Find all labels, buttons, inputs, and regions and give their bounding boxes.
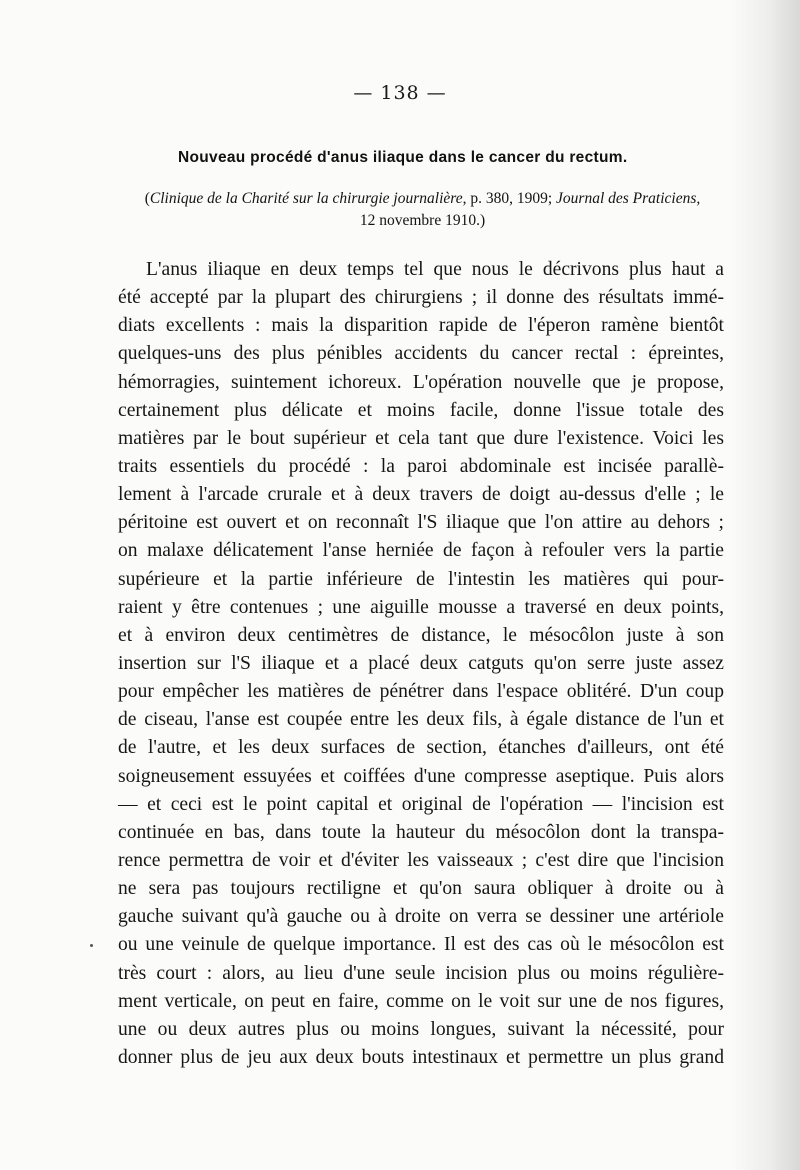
body-line: péritoine est ouvert et on reconnaît l'S iliaque que l'on attire au dehors ; xyxy=(118,512,724,534)
body-line: pour empêcher les matières de pénétrer dans l'espace oblitéré. D'un coup xyxy=(118,681,724,703)
body-line: matières par le bout supérieur et cela tant que dure l'existence. Voici les xyxy=(118,427,724,449)
body-line: et à environ deux centimètres de distance, le mésocôlon juste à son xyxy=(118,624,724,646)
body-line: on malaxe délicatement l'anse herniée de façon à refouler vers la partie xyxy=(118,540,724,562)
body-line: diats excellents : mais la disparition rapide de l'éperon ramène bientôt xyxy=(118,315,724,337)
body-line: continuée en bas, dans toute la hauteur du mésocôlon dont la transpa- xyxy=(118,821,724,843)
body-line: raient y être contenues ; une aiguille mousse a traversé en deux points, xyxy=(118,596,724,618)
reference-open-paren: ( xyxy=(144,190,150,207)
body-line: quelques-uns des plus pénibles accidents du cancer rectal : épreintes, xyxy=(118,343,724,365)
body-line: traits essentiels du procédé : la paroi abdominale est incisée parallè- xyxy=(118,455,724,477)
margin-speck xyxy=(90,944,93,947)
body-line: ment verticale, on peut en faire, comme on le voit sur une de nos figures, xyxy=(118,990,724,1012)
body-line: L'anus iliaque en deux temps tel que nous le décrivons plus haut a xyxy=(146,259,724,280)
reference-citation xyxy=(120,188,725,232)
body-line: très court : alors, au lieu d'une seule incision plus ou moins régulière- xyxy=(118,962,724,984)
reference-pages: , p. 380, 1909; xyxy=(462,190,557,207)
body-line: lement à l'arcade crurale et à deux travers de doigt au-dessus d'elle ; le xyxy=(118,484,724,506)
page-number: — 138 — xyxy=(353,82,447,104)
reference-source-a: Clinique de la Charité sur la chirurgie journalière xyxy=(149,190,463,207)
body-paragraph xyxy=(118,256,724,1072)
page-edge-shadow xyxy=(730,0,800,1170)
body-line: insertion sur l'S iliaque et a placé deux catguts qu'on serre juste assez xyxy=(118,652,724,674)
section-title: Nouveau procédé d'anus iliaque dans le cancer du rectum. xyxy=(178,149,628,166)
body-line: — et ceci est le point capital et original de l'opération — l'incision est xyxy=(118,793,724,815)
body-line: une ou deux autres plus ou moins longues, suivant la nécessité, pour xyxy=(118,1018,724,1040)
body-line: de l'autre, et les deux surfaces de section, étanches d'ailleurs, ont été xyxy=(118,737,724,759)
reference-source-b: Journal des Praticiens, xyxy=(556,190,701,207)
body-line: ou une veinule de quelque importance. Il est des cas où le mésocôlon est xyxy=(118,934,724,956)
body-line: ne sera pas toujours rectiligne et qu'on saura obliquer à droite ou à xyxy=(118,878,724,900)
reference-line-2: 12 novembre 1910.) xyxy=(359,212,486,229)
body-line: donner plus de jeu aux deux bouts intestinaux et permettre un plus grand xyxy=(118,1046,724,1068)
body-line: été accepté par la plupart des chirurgiens ; il donne des résultats immé- xyxy=(118,287,724,309)
body-line: supérieure et la partie inférieure de l'intestin les matières qui pour- xyxy=(118,568,724,590)
body-line: gauche suivant qu'à gauche ou à droite on verra se dessiner une artériole xyxy=(118,906,724,928)
body-line: soigneusement essuyées et coiffées d'une compresse aseptique. Puis alors xyxy=(118,765,724,787)
body-line: de ciseau, l'anse est coupée entre les deux fils, à égale distance de l'un et xyxy=(118,709,724,731)
reference-line-1 xyxy=(120,188,725,210)
body-line: hémorragies, suintement ichoreux. L'opération nouvelle que je propose, xyxy=(118,371,724,393)
body-line: certainement plus délicate et moins facile, donne l'issue totale des xyxy=(118,399,724,421)
body-line: rence permettra de voir et d'éviter les vaisseaux ; c'est dire que l'incision xyxy=(118,849,724,871)
